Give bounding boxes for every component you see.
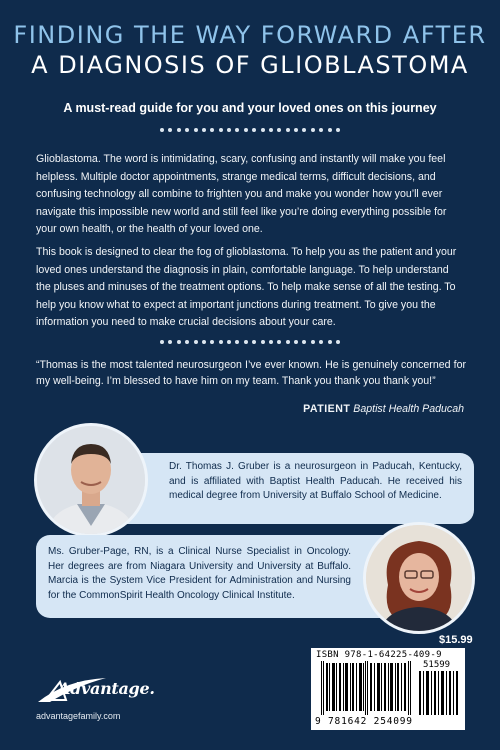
title-line-2: A DIAGNOSIS OF GLIOBLASTOMA [31,51,469,79]
author-bio-gruber-page: Ms. Gruber-Page, RN, is a Clinical Nurse Specialist in Oncology. Her degrees are from Niagara University and University at Buffalo. Marcia is the System Vice President for Administration and Nursing for the CommonSpirit Health Oncology Clinical Institute. [36,535,421,618]
book-purpose-paragraph: This book is designed to clear the fog of glioblastoma. To help you as the patient and your loved ones understand the diagnosis in plain, comfortable language. To help understand the pluses and minuses of the treatment options. To help make sense of all the testing. To help you know what to expect at important junctions during treatment. To give you the information you need to make crucial decisions about your care. [36,246,457,328]
isbn-number: ISBN 978-1-64225-409-9 [316,650,442,660]
testimonial-author: PATIENT [303,403,351,415]
testimonial-source: Baptist Health Paducah [353,403,464,415]
dotted-divider-top [160,127,340,133]
author-bio-gruber: Dr. Thomas J. Gruber is a neurosurgeon in Paducah, Kentucky, and is affiliated with Baptist Health Paducah. He received his medical degree from University at Buffalo School of Medicine. [104,453,474,524]
title-line-1: FINDING THE WAY FORWARD AFTER [13,21,487,49]
barcode-bars [315,661,463,717]
intro-paragraph: Glioblastoma. The word is intimidating, scary, confusing and instantly will make you feel helpless. Multiple doctor appointments, strange medical terms, difficult decisions, and confusing technology all combine to frighten you and make you wonder how you’ll ever navigate this impossible new world and still feel like you’re doing everything possible for your own health, or the health of your loved one. [36,153,447,235]
isbn-barcode [311,648,465,730]
price: $15.99 [439,634,473,646]
publisher-url: advantagefamily.com [36,711,121,721]
publisher-logo: Advantage. [58,679,155,698]
patient-testimonial: “Thomas is the most talented neurosurgeon I’ve ever known. He is genuinely concerned for my well-being. I’m blessed to have him on my team. Thank you thank you thank you!” [36,359,466,387]
author-photo-gruber [34,423,148,537]
dotted-divider-bottom [160,339,340,345]
ean-number: 9 781642 254099 [315,716,413,727]
barcode-addon-number: 51599 [423,660,451,670]
testimonial-attribution [303,403,464,415]
book-title [0,20,500,80]
author-photo-gruber-page [363,522,475,634]
subtitle: A must-read guide for you and your loved ones on this journey [63,101,437,115]
